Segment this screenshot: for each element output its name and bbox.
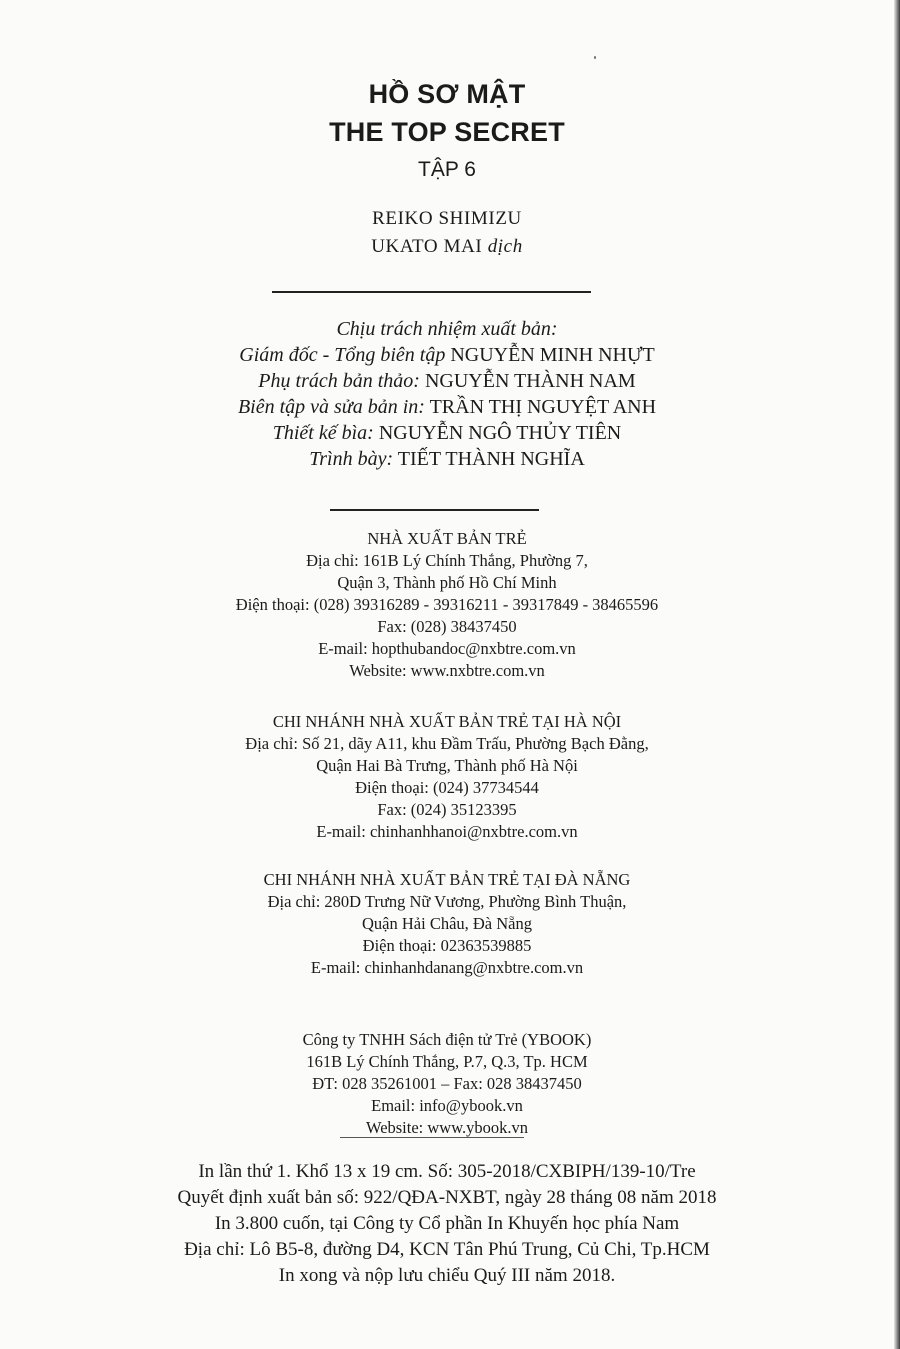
branch-line: Địa chỉ: 280D Trưng Nữ Vương, Phường Bình Thuận, (267, 892, 627, 911)
printing-line: Quyết định xuất bản số: 922/QĐA-NXBT, ngày 28 tháng 08 năm 2018 (177, 1187, 717, 1208)
page-edge-shadow (894, 0, 900, 1349)
credit-row (0, 368, 894, 394)
ybook-line: ĐT: 028 35261001 – Fax: 028 38437450 (312, 1074, 582, 1093)
divider (340, 1137, 524, 1138)
credit-name: NGUYỄN THÀNH NAM (424, 370, 636, 392)
ybook-line: 161B Lý Chính Thắng, P.7, Q.3, Tp. HCM (306, 1052, 588, 1071)
branch-line: Điện thoại: (024) 37734544 (355, 778, 539, 797)
printing-info-block (0, 1159, 894, 1289)
credit-row (0, 420, 894, 446)
branch-line: Địa chỉ: Số 21, dãy A11, khu Đầm Trấu, Phường Bạch Đằng, (245, 734, 649, 753)
publisher-line: Quận 3, Thành phố Hồ Chí Minh (337, 573, 557, 592)
credit-name: TIẾT THÀNH NGHĨA (397, 448, 585, 470)
credit-row (0, 342, 894, 368)
volume-label: TẬP 6 (418, 158, 476, 181)
translator-name: UKATO MAI (371, 236, 483, 257)
credit-role: Phụ trách bản thảo: (258, 370, 420, 392)
book-title-en: THE TOP SECRET (329, 117, 565, 147)
branch-line: CHI NHÁNH NHÀ XUẤT BẢN TRẺ TẠI HÀ NỘI (272, 712, 622, 731)
credits-heading: Chịu trách nhiệm xuất bản: (336, 318, 558, 340)
title-block (0, 75, 894, 185)
credit-row (0, 394, 894, 420)
credit-name: NGUYỄN NGÔ THỦY TIÊN (378, 422, 622, 444)
translator-line (0, 233, 894, 261)
publisher-line: Địa chỉ: 161B Lý Chính Thắng, Phường 7, (306, 551, 588, 570)
publisher-line: NHÀ XUẤT BẢN TRẺ (367, 529, 527, 548)
branch-danang-block (0, 869, 894, 979)
authors-block (0, 205, 894, 261)
branch-line: Fax: (024) 35123395 (377, 800, 517, 819)
branch-hanoi-block (0, 711, 894, 843)
credits-block (0, 316, 894, 472)
credit-role: Giám đốc - Tổng biên tập (239, 344, 446, 366)
printing-line: In 3.800 cuốn, tại Công ty Cổ phần In Khuyến học phía Nam (214, 1213, 680, 1234)
credit-name: NGUYỄN MINH NHỰT (450, 344, 655, 366)
branch-line: Quận Hải Châu, Đà Nẵng (362, 914, 532, 933)
divider (330, 509, 539, 511)
publisher-main-block (0, 528, 894, 682)
credit-role: Trình bày: (309, 448, 394, 470)
ybook-line: Email: info@ybook.vn (371, 1096, 523, 1115)
printing-line: In xong và nộp lưu chiểu Quý III năm 2018. (278, 1265, 616, 1286)
book-title-vi: HỒ SƠ MẬT (368, 79, 526, 109)
ybook-block (0, 1029, 894, 1139)
branch-line: E-mail: chinhanhdanang@nxbtre.com.vn (310, 958, 584, 977)
credit-row (0, 446, 894, 472)
publisher-line: Điện thoại: (028) 39316289 - 39316211 - 39317849 - 38465596 (235, 595, 659, 614)
credit-role: Thiết kế bìa: (272, 422, 374, 444)
publisher-line: Website: www.nxbtre.com.vn (349, 661, 545, 680)
printing-line: Địa chỉ: Lô B5-8, đường D4, KCN Tân Phú Trung, Củ Chi, Tp.HCM (184, 1239, 710, 1260)
branch-line: Điện thoại: 02363539885 (362, 936, 532, 955)
publisher-line: E-mail: hopthubandoc@nxbtre.com.vn (318, 639, 576, 658)
ybook-line: Công ty TNHH Sách điện tử Trẻ (YBOOK) (302, 1030, 592, 1049)
translator-role: dịch (487, 236, 523, 257)
credit-name: TRẦN THỊ NGUYỆT ANH (429, 396, 657, 418)
branch-line: E-mail: chinhanhhanoi@nxbtre.com.vn (316, 822, 578, 841)
ybook-line: Website: www.ybook.vn (365, 1118, 529, 1137)
credit-role: Biên tập và sửa bản in: (237, 396, 425, 418)
printing-line: In lần thứ 1. Khổ 13 x 19 cm. Số: 305-2018/CXBIPH/139-10/Tre (198, 1161, 696, 1182)
divider (272, 291, 591, 293)
publisher-line: Fax: (028) 38437450 (377, 617, 517, 636)
branch-line: CHI NHÁNH NHÀ XUẤT BẢN TRẺ TẠI ĐÀ NẴNG (263, 870, 631, 889)
branch-line: Quận Hai Bà Trưng, Thành phố Hà Nội (316, 756, 578, 775)
author-name: REIKO SHIMIZU (372, 208, 522, 229)
